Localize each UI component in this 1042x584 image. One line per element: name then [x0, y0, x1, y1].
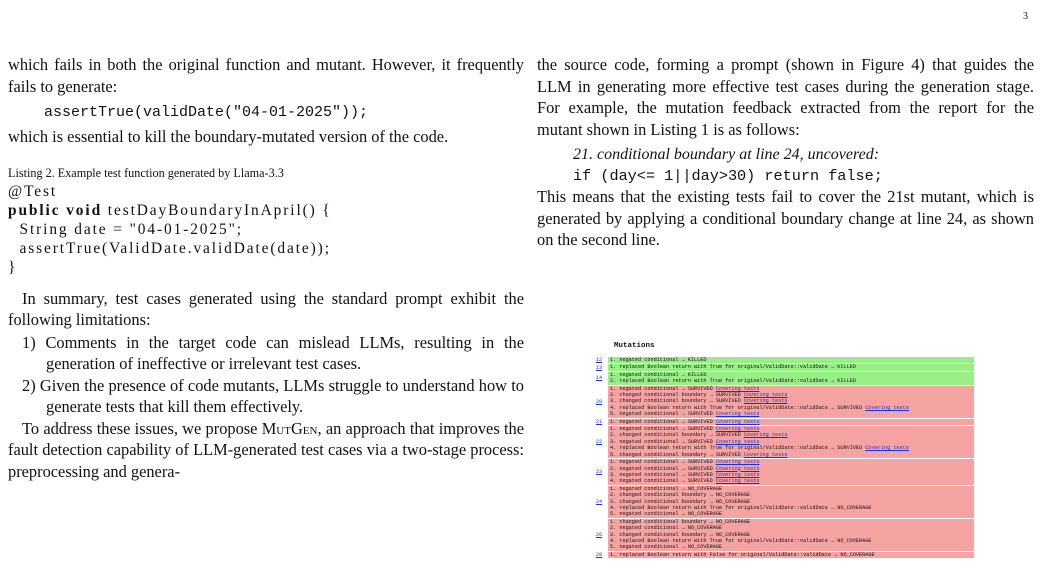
source-line-link[interactable]: 23 — [595, 468, 603, 475]
mutation-text: 3. changed conditional boundary → NO_COVERAGE — [610, 498, 751, 505]
covering-tests-link[interactable]: Covering tests — [743, 392, 788, 399]
inline-code-assert: assertTrue(validDate("04-01-2025")); — [44, 104, 369, 121]
covering-tests-link[interactable]: Covering tests — [865, 445, 909, 452]
mutation-item — [610, 478, 974, 484]
covering-tests-link[interactable]: Covering tests — [743, 451, 788, 458]
mutation-status-box — [608, 426, 974, 458]
covering-tests-link[interactable]: Covering tests — [715, 385, 760, 392]
mutation-group — [594, 419, 974, 425]
mutation-item — [610, 552, 974, 558]
covering-tests-link[interactable]: Covering tests — [715, 471, 760, 478]
mutation-status-box — [608, 519, 974, 551]
limitation-item: 1) Comments in the target code can mislead LLMs, resulting in the generation of ineffective or irrelevant test cases. — [22, 332, 524, 374]
mutation-text: 4. replaced Boolean return with True for original/ValidDate::validDate → SURVIVED — [610, 445, 866, 452]
mutation-text: 3. changed conditional boundary → SURVIVED — [610, 398, 744, 405]
figure-title: Mutations — [614, 342, 655, 350]
source-line-link[interactable]: 20 — [595, 398, 603, 405]
mutgen-name: MutGen — [261, 418, 318, 438]
paragraph-summary: In summary, test cases generated using the standard prompt exhibit the following limitations: — [8, 288, 524, 330]
mutation-text: 3. changed conditional boundary → NO_COVERAGE — [610, 531, 751, 538]
mutation-text: 1. negated conditional → SURVIVED — [610, 418, 716, 425]
mutation-group — [594, 364, 974, 370]
limitation-item: 2) Given the presence of code mutants, LLMs struggle to understand how to generate tests that kill them effectively. — [22, 375, 524, 417]
mutation-text: 5. changed conditional boundary → SURVIVED — [610, 451, 744, 458]
listing-signature — [8, 201, 524, 220]
covering-tests-link[interactable]: Covering tests — [715, 459, 760, 466]
limitations-list — [8, 332, 524, 418]
mutation-group — [594, 552, 974, 558]
right-column — [537, 54, 1034, 251]
mutation-item — [610, 378, 974, 384]
mutation-text: 3. negated conditional → SURVIVED — [610, 438, 716, 445]
mutation-text: 2. changed conditional boundary → SURVIVED — [610, 432, 744, 439]
covering-tests-link[interactable]: Covering tests — [715, 465, 760, 472]
listing-keyword: public void — [8, 201, 103, 219]
covering-tests-link[interactable]: Covering tests — [715, 438, 760, 445]
mutation-status-box — [608, 386, 974, 418]
mutation-group — [594, 459, 974, 485]
source-line-link[interactable]: 22 — [595, 439, 603, 446]
feedback-line: 21. conditional boundary at line 24, uncovered: — [573, 146, 880, 163]
source-line-link[interactable]: 24 — [595, 498, 603, 505]
mutation-status-box — [608, 486, 974, 518]
source-line-link[interactable]: 14 — [595, 375, 603, 382]
covering-tests-link[interactable]: Covering tests — [743, 432, 788, 439]
mutation-text: 1. negated conditional → NO_COVERAGE — [610, 485, 723, 492]
listing-line-assert: assertTrue(ValidDate.validDate(date)); — [8, 240, 331, 258]
listing-caption: Listing 2. Example test function generated by Llama-3.3 — [8, 165, 284, 180]
page-number: 3 — [1023, 11, 1028, 22]
mutation-text: 2. negated conditional → NO_COVERAGE — [610, 525, 723, 532]
mutation-text: 5. negated conditional → NO_COVERAGE — [610, 511, 723, 518]
mutation-text: 4. replaced Boolean return with True for original/ValidDate::validDate → NO_COVERAGE — [610, 537, 872, 544]
paragraph-address: To address these issues, we propose MutGen, an approach that improves the fault detection capability of LLM-generated test cases via a two-stage process: preprocessing and genera- — [8, 418, 524, 481]
mutation-text: 1. negated conditional → KILLED — [610, 357, 707, 363]
mutation-item — [610, 511, 974, 517]
covering-tests-link[interactable]: Covering tests — [865, 404, 909, 411]
mutation-group — [594, 486, 974, 518]
mutation-text: 1. negated conditional → KILLED — [610, 371, 707, 378]
mutation-rows — [594, 357, 974, 558]
paragraph-essential: which is essential to kill the boundary-mutated version of the code. — [8, 127, 449, 146]
listing-code — [8, 182, 524, 278]
left-column — [8, 54, 524, 482]
mutation-status-box — [608, 372, 974, 385]
covering-tests-link[interactable]: Covering tests — [715, 411, 760, 418]
mutation-status-box — [608, 459, 974, 485]
mutation-status-box — [608, 364, 974, 370]
mutation-text: 1. negated conditional → SURVIVED — [610, 426, 716, 433]
mutation-item — [610, 452, 974, 458]
mutation-text: 1. replaced Boolean return with True for original/ValidDate::validDate → KILLED — [610, 364, 856, 371]
mutation-status-box — [608, 357, 974, 363]
mutation-group — [594, 372, 974, 385]
mutation-text: 2. changed conditional boundary → SURVIVED — [610, 392, 744, 399]
mutation-text: 1. replaced Boolean return with False for original/ValidDate::validDate → NO_COVERAGE — [610, 551, 875, 558]
mutation-group — [594, 519, 974, 551]
feedback-code: if (day<= 1||day>30) return false; — [573, 167, 883, 185]
mutation-text: 2. replaced Boolean return with True for original/ValidDate::validDate → KILLED — [610, 378, 856, 385]
listing-line-date: String date = "04-01-2025"; — [8, 220, 243, 238]
mutation-status-box — [608, 552, 974, 558]
mutation-text: 1. changed conditional boundary → NO_COVERAGE — [610, 518, 751, 525]
mutation-status-box — [608, 419, 974, 425]
mutation-text: 1. negated conditional → SURVIVED — [610, 385, 716, 392]
source-line-link[interactable]: 12 — [595, 357, 603, 364]
mutation-item — [610, 419, 974, 425]
paragraph-meaning: This means that the existing tests fail to cover the 21st mutant, which is generated by applying a conditional boundary change at line 24, as shown on the second line. — [537, 187, 1034, 249]
mutation-group — [594, 357, 974, 363]
mutation-group — [594, 386, 974, 418]
listing-annotation: @Test — [8, 182, 58, 200]
covering-tests-link[interactable]: Covering tests — [715, 478, 760, 485]
mutation-text: 1. negated conditional → SURVIVED — [610, 459, 716, 466]
mutation-text: 4. negated conditional → SURVIVED — [610, 478, 716, 485]
paragraph-fails: which fails in both the original function and mutant. However, it frequently fails to generate: — [8, 55, 524, 96]
mutation-text: 4. replaced Boolean return with True for original/ValidDate::validDate → SURVIVED — [610, 404, 866, 411]
source-line-link[interactable]: 28 — [595, 551, 603, 558]
mutation-text: 2. negated conditional → SURVIVED — [610, 465, 716, 472]
covering-tests-link[interactable]: Covering tests — [715, 426, 760, 433]
mutation-text: 4. replaced Boolean return with True for original/ValidDate::validDate → NO_COVERAGE — [610, 504, 872, 511]
mutation-text: 3. negated conditional → SURVIVED — [610, 471, 716, 478]
mutation-text: 5. negated conditional → NO_COVERAGE — [610, 544, 723, 551]
listing-line-close: } — [8, 259, 18, 277]
mutation-text: 5. negated conditional → SURVIVED — [610, 411, 716, 418]
source-line-link[interactable]: 13 — [595, 364, 603, 371]
covering-tests-link[interactable]: Covering tests — [715, 418, 760, 425]
mutation-report-figure — [594, 342, 974, 559]
mutation-item — [610, 357, 974, 363]
source-line-link[interactable]: 26 — [595, 531, 603, 538]
mutation-item — [610, 544, 974, 550]
mutation-group — [594, 426, 974, 458]
source-line-link[interactable]: 21 — [595, 418, 603, 425]
covering-tests-link[interactable]: Covering tests — [743, 398, 788, 405]
listing-method-name: testDayBoundaryInApril() { — [102, 201, 332, 219]
mutation-item — [610, 411, 974, 417]
paragraph-source-code: the source code, forming a prompt (shown in Figure 4) that guides the LLM in generating more effective test cases during the generation stage. For example, the mutation feedback extracted from the report for the mutant shown in Listing 1 is as follows: — [537, 55, 1034, 139]
mutation-text: 2. changed conditional boundary → NO_COVERAGE — [610, 492, 751, 499]
mutation-item — [610, 364, 974, 370]
